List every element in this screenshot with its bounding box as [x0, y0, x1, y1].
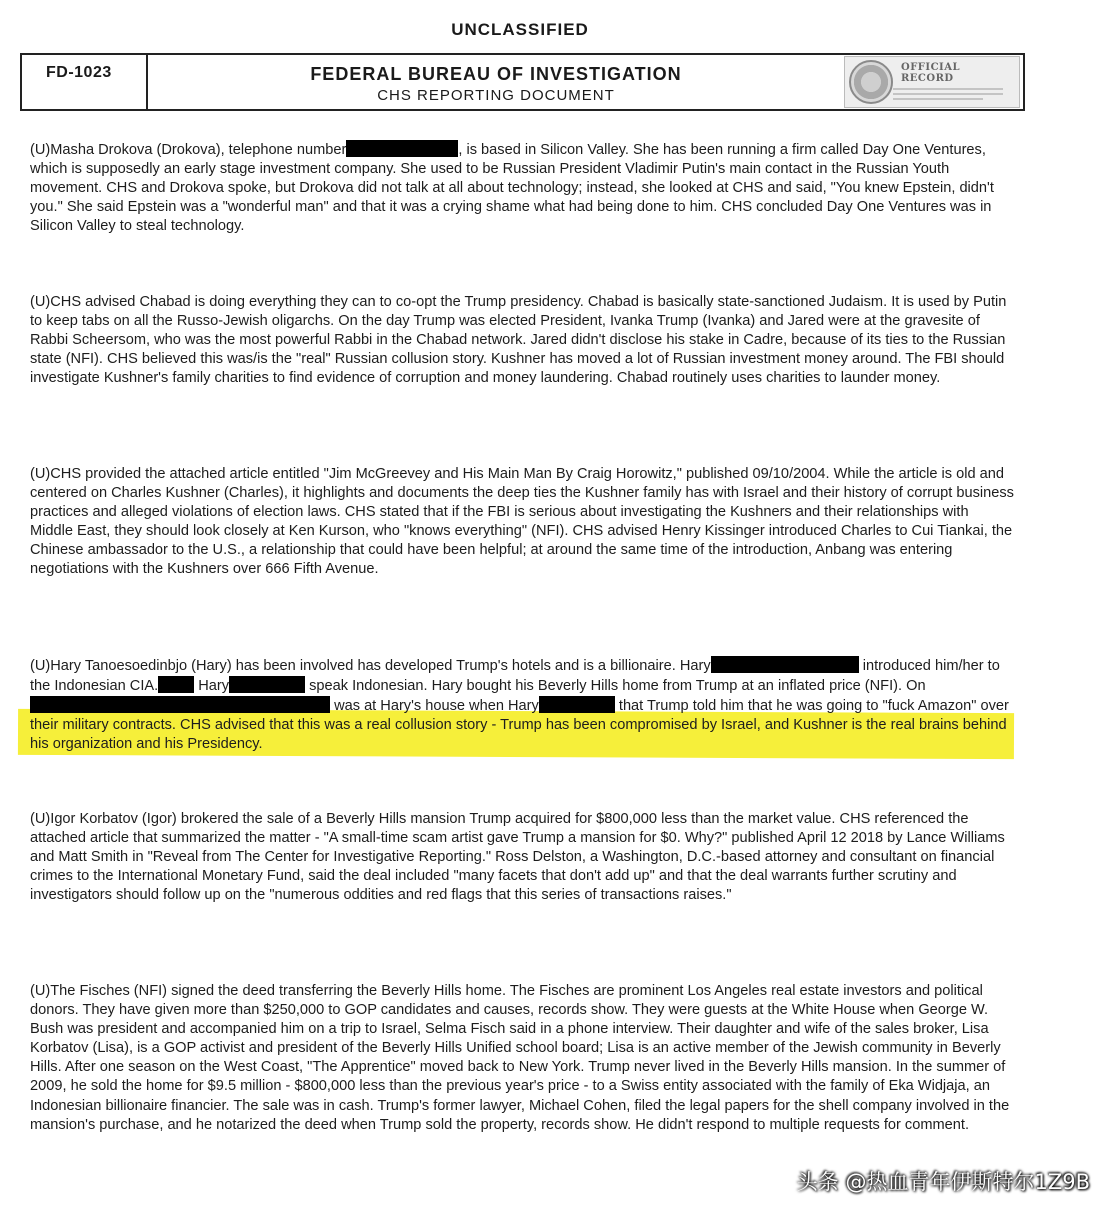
- text-run: was at Hary's house when Hary: [334, 698, 539, 715]
- redaction-block: [711, 656, 859, 673]
- text-run: introduced him/her to the Indonesian CIA.: [30, 658, 1000, 695]
- redaction-block: [30, 696, 330, 713]
- paragraph-hary: [30, 656, 1015, 754]
- classification-marking: UNCLASSIFIED: [451, 20, 589, 39]
- paragraph-chabad: (U)CHS advised Chabad is doing everything they can to co-opt the Trump presidency. Chabad is basically state-sanctioned Judaism. It is used by Putin to keep tabs on all the Russo-Jewish oligarchs. On the day Trump was elected President, Ivanka Trump (Ivanka) and Jared were at the gravesite of Rabbi Scheersom, who was the most powerful Rabbi in the Chabad network. Jared didn't disclose his stake in Cadre, because of its ties to the Russian state (NFI). CHS believed this was/is the "real" Russian collusion story. Kushner has moved a lot of Russian investment money around. The FBI should investigate Kushner's family charities to find evidence of corruption and money laundering. Chabad routinely uses charities to launder money.: [30, 294, 1007, 387]
- source-watermark: 头条 @热血青年伊斯特尔1Z9B: [796, 1170, 1090, 1194]
- paragraph-fisches: (U)The Fisches (NFI) signed the deed transferring the Beverly Hills home. The Fisches are prominent Los Angeles real estate investors and political donors. They have given more than $250,000 to GOP candidates and causes, records show. They were guests at the White House when George W. Bush was president and accompanied him on a trip to Israel, Selma Fisch said in a phone interview. Their daughter and wife of the sales broker, Lisa Korbatov (Lisa), is a GOP activist and president of the Beverly Hills Unified school board; Lisa is an active member of the Jewish community in Beverly Hills. After one season on the West Coast, "The Apprentice" moved back to New York. Trump never lived in the Beverly Hills mansion. In the summer of 2009, he sold the home for $9.5 million - $800,000 less than the previous year's price - to a Swiss entity associated with the family of Eka Widjaja, an Indonesian billionaire financier. The sale was in cash. Trump's former lawyer, Michael Cohen, filed the legal papers for the shell company involved in the mansion's purchase, and he notarized the deed when Trump sold the property, records show. He didn't respond to multiple requests for comment.: [30, 983, 1010, 1133]
- official-record-stamp: [844, 56, 1020, 108]
- paragraph-korbatov: (U)Igor Korbatov (Igor) brokered the sale of a Beverly Hills mansion Trump acquired for $800,000 less than the market value. CHS referenced the attached article that summarized the matter - "A small-time scam artist gave Trump a mansion for $0. Why?" published April 12 2018 by Lance Williams and Matt Smith in "Reveal from The Center for Investigative Reporting." Ross Delston, a Washington, D.C.-based attorney and consultant on financial crimes to the International Monetary Fund, said the deal included "many facets that don't add up" and that the deal warrants further scrutiny and investigators should follow up on the "numerous oddities and red flags that this series of transactions raises.": [30, 811, 1005, 904]
- header-title-block: [148, 55, 844, 109]
- document-type: CHS REPORTING DOCUMENT: [377, 87, 615, 104]
- stamp-fine-print: [893, 88, 1015, 100]
- paragraph-mcgreevey-article: (U)CHS provided the attached article entitled "Jim McGreevey and His Main Man By Craig Horowitz," published 09/10/2004. While the article is old and centered on Charles Kushner (Charles), it highlights and documents the deep ties the Kushner family has with Israel and their history of corrupt business practices and alleged violations of election laws. CHS stated that if the FBI is serious about investigating the Kushners and their relationships with Middle East, they should look closely at Ken Kurson, who "knows everything" (NFI). CHS advised Henry Kissinger introduced Charles to Cui Tiankai, the Chinese ambassador to the U.S., a relationship that could have been helpful; at around the same time of the introduction, Anbang was entering negotiations with the Kushners over 666 Fifth Avenue.: [30, 466, 1014, 578]
- agency-name: FEDERAL BUREAU OF INVESTIGATION: [310, 64, 682, 84]
- paragraph-drokova: [30, 140, 1015, 236]
- text-run: Hary: [198, 678, 230, 695]
- redaction-block: [346, 140, 458, 157]
- fbi-seal-icon: [849, 60, 893, 104]
- redaction-block: [539, 696, 615, 713]
- text-run: that Trump told him that he was going to "fuck Amazon" over their military contracts. CHS advised that this was a real collusion story - Trump has been compromised by Israel, and Kushner is the real brains behind his organization and his Presidency.: [30, 698, 1009, 753]
- document-header: [20, 53, 1025, 111]
- text-run: , is based in Silicon Valley. She has been running a firm called Day One Ventures, which is supposedly an early stage investment company. She used to be Russian President Vladimir Putin's main contact in the Russian Youth movement. CHS and Drokova spoke, but Drokova did not talk at all about technology; instead, she looked at CHS and said, "You knew Epstein, didn't you." She said Epstein was a "wonderful man" and that it was a crying shame what had being done to him. CHS concluded Day One Ventures was in Silicon Valley to steal technology.: [30, 142, 994, 235]
- stamp-label: OFFICIAL RECORD: [901, 61, 961, 84]
- form-id: FD-1023: [22, 55, 148, 109]
- text-run: speak Indonesian. Hary bought his Beverly Hills home from Trump at an inflated price (NFI). On: [309, 678, 926, 695]
- text-run: (U)Masha Drokova (Drokova), telephone number: [30, 142, 347, 158]
- redaction-block: [229, 676, 305, 693]
- redaction-block: [158, 676, 194, 693]
- text-run: (U)Hary Tanoesoedinbjo (Hary) has been involved has developed Trump's hotels and is a billionaire. Hary: [30, 658, 711, 674]
